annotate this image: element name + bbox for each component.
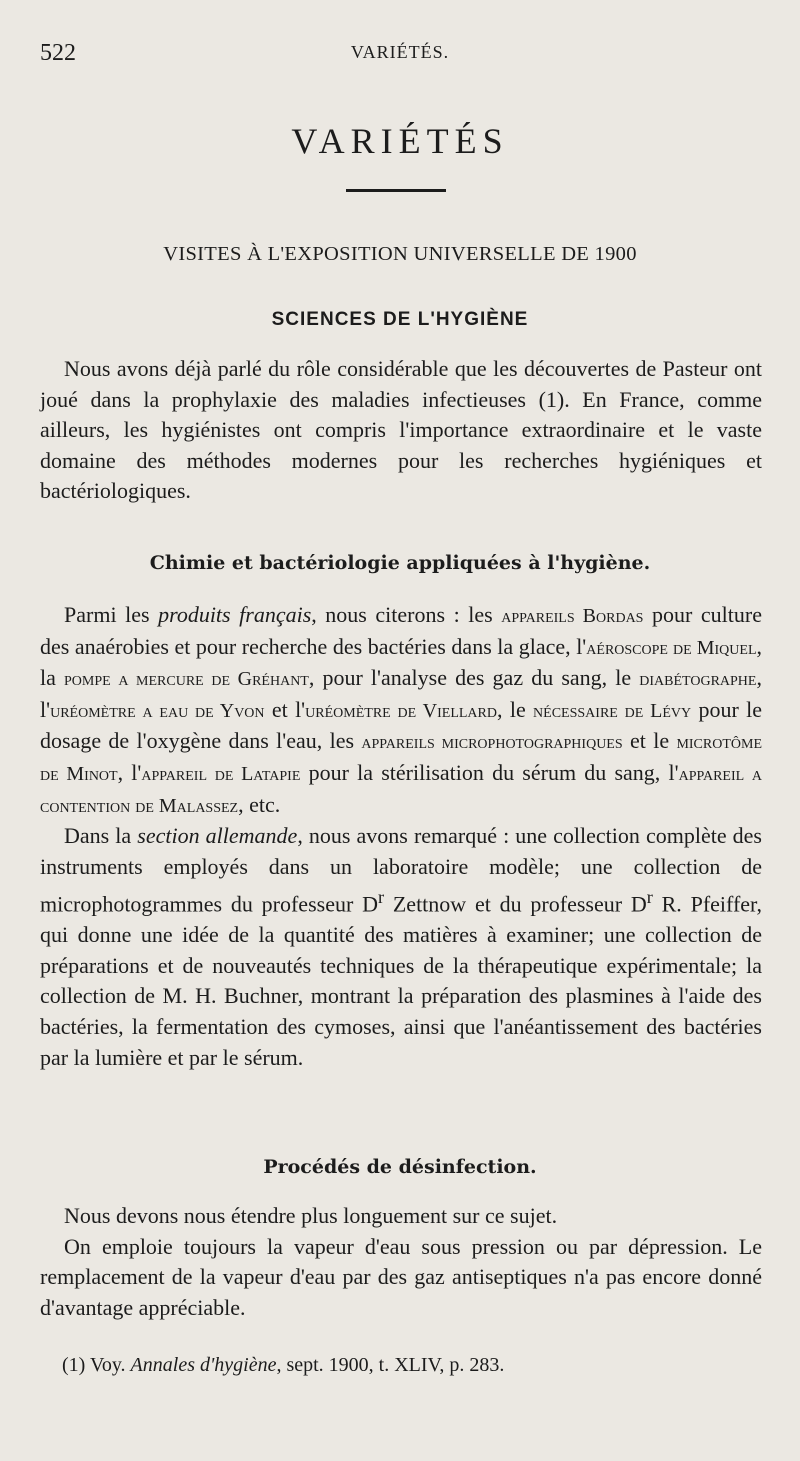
paragraph-section-allemande [40, 821, 762, 1073]
footnote-text: Voy. [85, 1354, 131, 1376]
instrument-name: uréomètre a eau de Yvon [50, 699, 265, 722]
section1-body [40, 600, 762, 1073]
text-span: Parmi les [64, 602, 159, 627]
instrument-name: diabétographe [639, 668, 757, 691]
section2-body [40, 1201, 762, 1323]
text-span: pour culture des anaérobies et pour recherche des bactéries dans la glace, l' [40, 602, 762, 659]
subheading-desinfection: Procédés de désinfection. [263, 1156, 537, 1178]
instrument-name: appareil a contention de Malassez [40, 762, 763, 817]
paragraph-vapeur: On emploie toujours la vapeur d'eau sous pression ou par dépression. Le remplacement de la vapeur d'eau par des gaz antiseptiques n'a pas encore donné d'avantage appréciable. [40, 1233, 762, 1320]
text-span: et l' [264, 696, 306, 722]
paragraph-produits-francais [40, 600, 762, 821]
instrument-name: aéroscope de Miquel [586, 636, 757, 659]
footnote-journal: Annales d'hygiène [130, 1354, 277, 1376]
text-span: R. Pfeiffer, qui donne une idée de la quantité des matières à examiner; une collection de préparations et de nouveautés techniques de la thérapeutique expérimentale; la collection de M. H. Buchner, montrant la préparation des plasmines à l'aide des bactéries, la fermentation des cymoses, ainsi que l'anéantissement des bactéries par la lumière et par le sérum. [40, 891, 762, 1070]
intro-paragraph [40, 354, 762, 507]
text-span: , etc. [238, 791, 281, 817]
text-span: , la [40, 633, 762, 691]
text-span: , nous citerons : les [311, 602, 502, 627]
footnote [62, 1354, 760, 1377]
instrument-name: pompe a mercure de Gréhant [64, 668, 309, 691]
instrument-name: uréomètre de Viellard [305, 699, 497, 722]
page-number: 522 [40, 40, 76, 66]
superscript: r [377, 887, 385, 908]
instrument-name: nécessaire de Lévy [533, 699, 692, 722]
paragraph-sujet: Nous devons nous étendre plus longuement sur ce sujet. [64, 1203, 558, 1228]
text-span: Zettnow et du professeur D [384, 891, 647, 917]
note-reference: (1) [538, 386, 565, 412]
footnote-text: , sept. 1900, t. XLIV, p. 283. [276, 1354, 505, 1376]
intro-text-1: Nous avons déjà parlé du rôle considérable que les découvertes de Pasteur ont joué dans la prophylaxie des maladies infectieuses [40, 356, 762, 412]
text-span: et le [622, 728, 677, 754]
instrument-name: microtôme de Minot [40, 731, 762, 785]
text-span: pour le dosage de l'oxygène dans l'eau, les [40, 696, 763, 754]
section-heading: SCIENCES DE L'HYGIÈNE [271, 309, 529, 330]
text-span: pour la stérilisation du sérum du sang, l' [300, 759, 679, 785]
text-span: , pour l'analyse des gaz du sang, le [308, 665, 640, 691]
page-title: VARIÉTÉS [291, 121, 509, 161]
footnote-marker: (1) [62, 1354, 86, 1376]
intro-text-2: . En France, comme ailleurs, les hygiénistes ont compris l'importance extraordinaire et le vaste domaine des méthodes modernes pour les recherches hygiéniques et bactériologiques. [40, 386, 762, 504]
text-span: , l' [117, 759, 142, 785]
instrument-name: appareils microphotographiques [361, 731, 623, 754]
article-subtitle: VISITES À L'EXPOSITION UNIVERSELLE DE 1900 [163, 243, 637, 265]
page-header [40, 40, 760, 70]
emphasis-text: produits français [158, 602, 312, 627]
running-head: VARIÉTÉS. [350, 42, 450, 62]
text-span: Dans la [64, 823, 138, 849]
subheading-chimie: Chimie et bactériologie appliquées à l'hygiène. [149, 552, 651, 574]
text-span: , le [497, 696, 534, 722]
instrument-name: appareils Bordas [501, 605, 644, 627]
emphasis-text: section allemande [137, 823, 298, 849]
text-span: , l' [40, 665, 762, 722]
superscript: r [646, 887, 653, 908]
text-span: , nous avons remarqué : une collection complète des instruments employés dans un laboratoire modèle; une collection de microphotogrammes du professeur D [40, 823, 762, 917]
title-rule [346, 189, 446, 192]
instrument-name: appareil de Latapie [141, 762, 301, 785]
